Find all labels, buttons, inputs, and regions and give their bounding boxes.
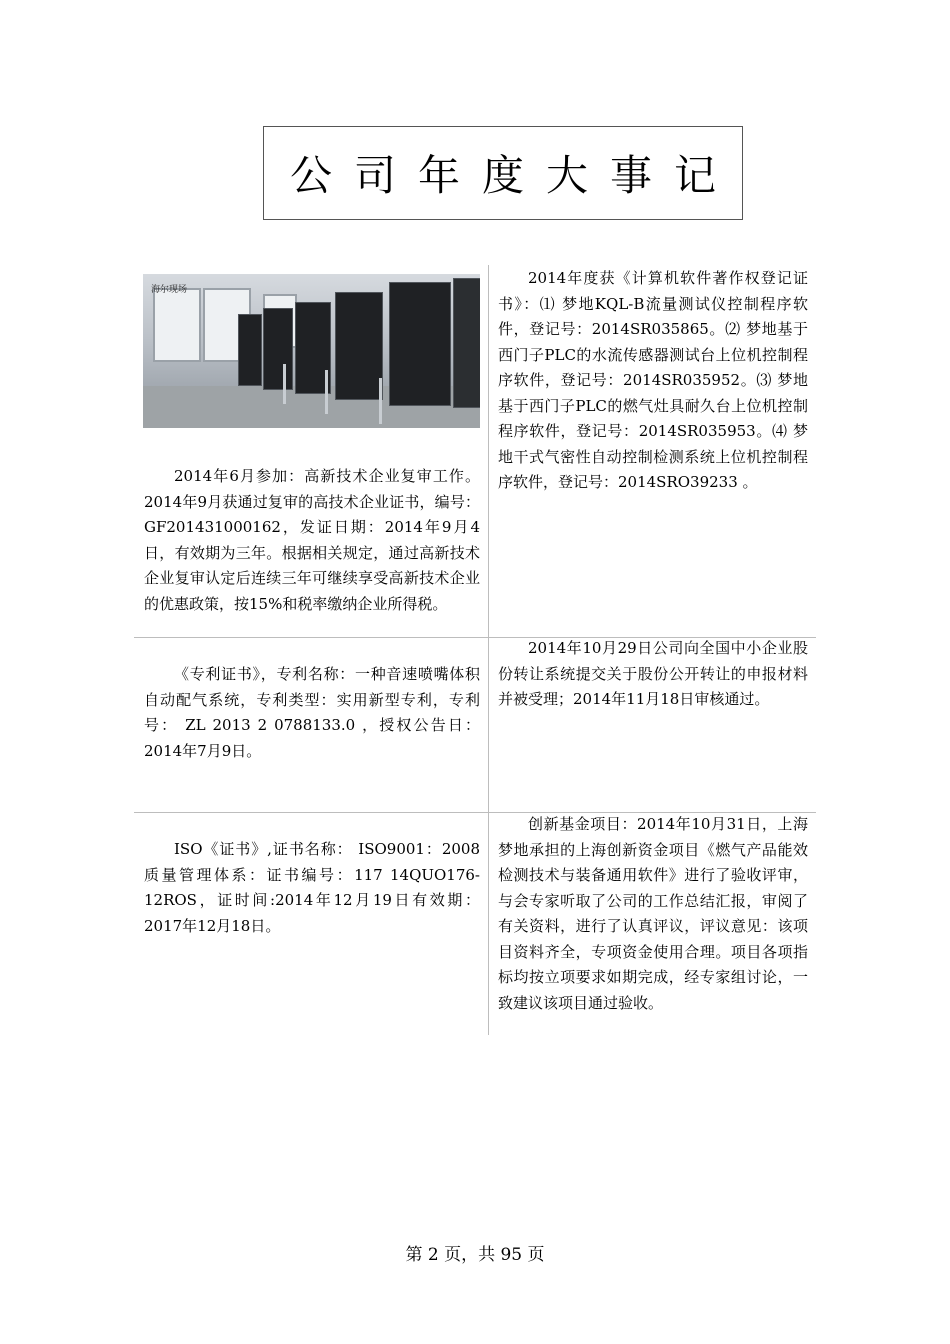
page-title-box — [263, 126, 743, 220]
cell-innovation-fund: 创新基金项目：2014年10月31日，上海梦地承担的上海创新资金项目《燃气产品能效检测技术与装备通用软件》进行了验收评审，与会专家听取了公司的工作总结汇报，审阅了有关资料，进行了认真评议，评议意见：该项目资料齐全，专项资金使用合理。项目各项指标均按立项要求如期完成，经专家组讨论，一致建议该项目通过验收。 — [498, 815, 808, 1012]
photo-caption: 海尔现场 — [151, 285, 188, 295]
page-number: 第 2 页，共 95 页 — [405, 1245, 545, 1265]
cell-patent-certificate: 《专利证书》，专利名称：一种音速喷嘴体积自动配气系统，专利类型：实用新型专利，专利号： ZL 2013 2 0788133.0 ，授权公告日：2014年7月9日。 — [144, 665, 480, 760]
page-title: 公司年度大事记 — [289, 151, 738, 200]
table-column-divider — [488, 265, 489, 1035]
cell-hightech-review: 2014年6月参加：高新技术企业复审工作。2014年9月获通过复审的高技术企业证书，编号：GF201431000162，发证日期：2014年9月4日，有效期为三年。根据相关规定，通过高新技术企业复审认定后连续三年可继续享受高新技术企业的优惠政策，按15%和税率缴纳企业所得税。 — [144, 467, 480, 613]
cell-iso-certificate: ISO《证书》,证书名称： ISO9001：2008质量管理体系：证书编号：117 14QUO176-12ROS，证时间:2014年12月19日有效期：2017年12月18日。 — [144, 840, 480, 935]
cell-software-copyright: 2014年度获《计算机软件著作权登记证书》：⑴ 梦地KQL-B流量测试仪控制程序软件，登记号：2014SR035865。⑵ 梦地基于西门子PLC的水流传感器测试台上位机控制程序软件，登记号：2014SR035952。⑶ 梦地基于西门子PLC的燃气灶具耐久台上位机控制程序软件，登记号：2014SR035953。⑷ 梦地干式气密性自动控制检测系统上位机控制程序软件，登记号：2014SRO39233 。 — [498, 269, 808, 491]
factory-photo — [143, 274, 480, 428]
cell-share-transfer: 2014年10月29日公司向全国中小企业股份转让系统提交关于股份公开转让的申报材料并被受理；2014年11月18日审核通过。 — [498, 639, 808, 708]
